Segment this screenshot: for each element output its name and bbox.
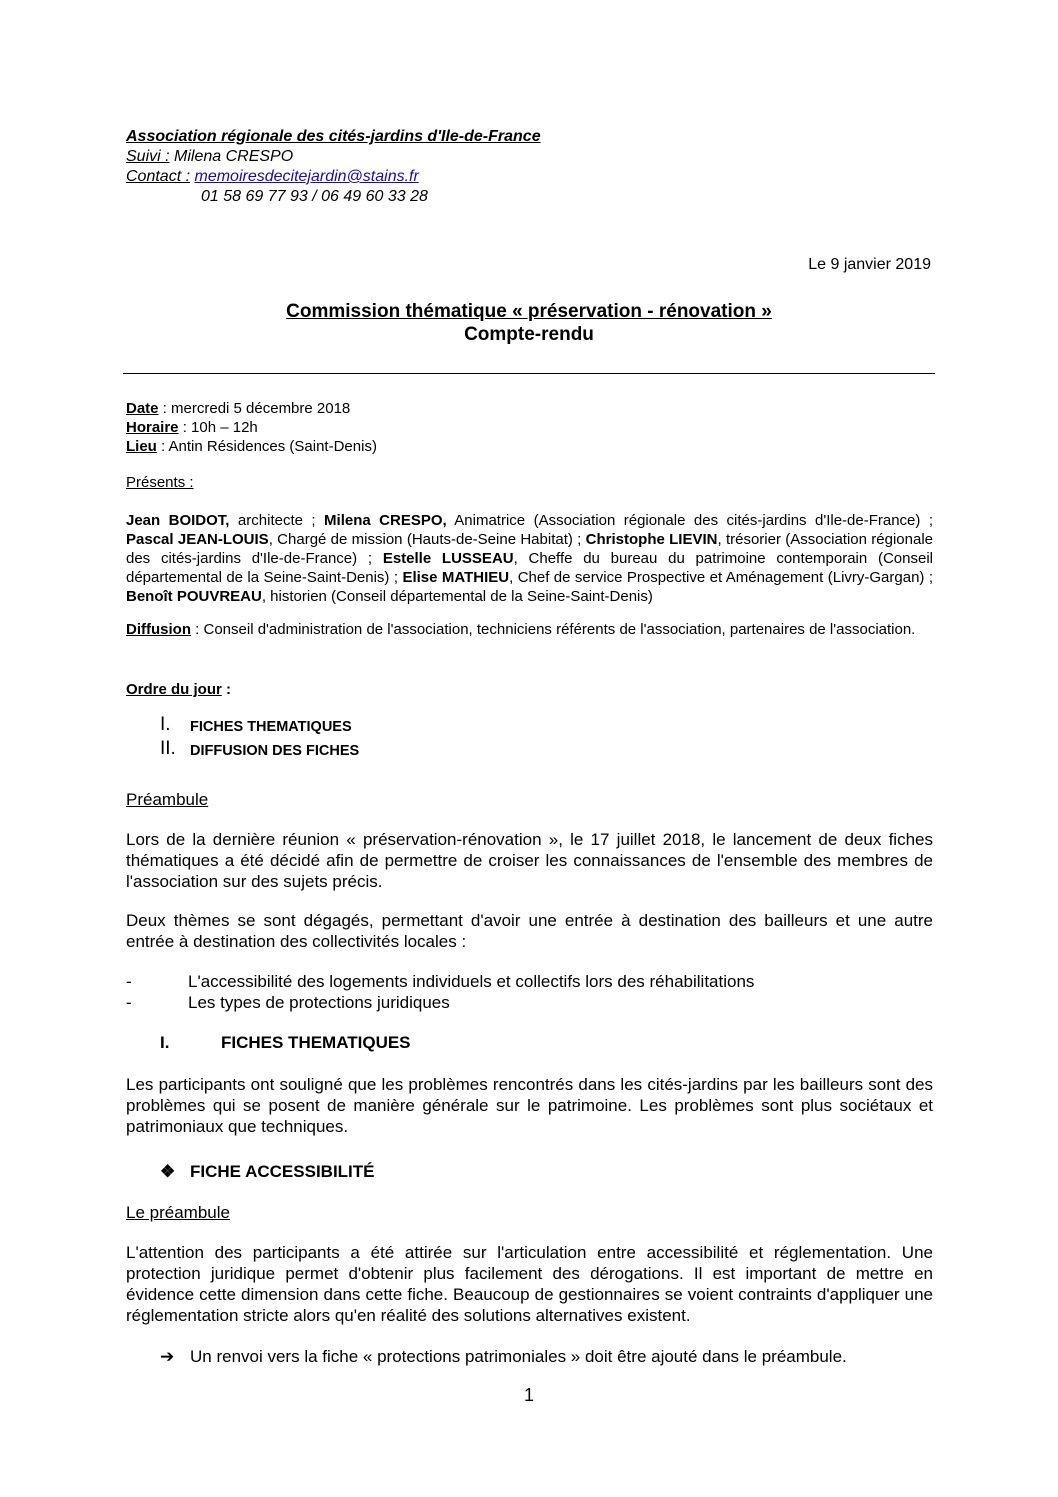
present-name: Milena CRESPO,: [324, 512, 447, 529]
present-name: Pascal JEAN-LOUIS: [126, 531, 269, 548]
present-desc: architecte ;: [229, 512, 325, 529]
preambule-heading: Préambule: [126, 790, 209, 809]
meta-lieu-value: : Antin Résidences (Saint-Denis): [156, 438, 377, 455]
meta-lieu: [126, 437, 377, 456]
presents-label: Présents :: [126, 474, 194, 491]
diamond-bullet-icon: ❖: [160, 1162, 176, 1181]
meta-horaire-label: Horaire: [126, 419, 179, 436]
present-desc: , Chargé de mission (Hauts-de-Seine Habitat) ;: [268, 531, 586, 548]
ordre-item-text: FICHES THEMATIQUES: [190, 719, 352, 735]
present-3: [126, 531, 586, 548]
presents-list: [126, 511, 933, 606]
diffusion-label: Diffusion: [126, 621, 191, 638]
document-subtitle: Compte-rendu: [464, 324, 594, 345]
themes-list: [126, 971, 933, 1013]
present-name: Benoît POUVREAU: [126, 588, 262, 605]
meeting-meta: [126, 399, 377, 456]
suivi-label: Suivi :: [126, 148, 170, 165]
arrow-note-text: Un renvoi vers la fiche « protections patrimoniales » doit être ajouté dans le préambule.: [190, 1347, 847, 1366]
meta-horaire: [126, 418, 377, 437]
present-name: Jean BOIDOT,: [126, 512, 230, 529]
present-name: Elise MATHIEU: [402, 569, 510, 586]
contact-email-link[interactable]: memoiresdecitejardin@stains.fr: [194, 168, 419, 185]
document-title: Commission thématique « préservation - rénovation »: [286, 301, 772, 322]
preambule-paragraph-2: Deux thèmes se sont dégagés, permettant d'avoir une entrée à destination des bailleurs et une autre entrée à destination des collectivités locales :: [126, 911, 933, 951]
ordre-label: Ordre du jour: [126, 681, 222, 698]
preambule-paragraph-1: Lors de la dernière réunion « préservation-rénovation », le 17 juillet 2018, le lancement de deux fiches thématiques a été décidé afin de permettre de croiser les connaissances de l'ensemble des membres de l'association sur des sujets précis.: [126, 830, 933, 891]
meta-date-label: Date: [126, 400, 159, 417]
document-date: Le 9 janvier 2019: [808, 256, 931, 273]
theme-text: Les types de protections juridiques: [188, 993, 450, 1012]
org-name: Association régionale des cités-jardins d'Ile-de-France: [126, 128, 541, 145]
meta-date-value: : mercredi 5 décembre 2018: [158, 400, 351, 417]
ordre-item-num: I.: [160, 714, 171, 735]
meta-lieu-label: Lieu: [126, 438, 157, 455]
contact-label: Contact :: [126, 168, 191, 185]
le-preambule-heading: Le préambule: [126, 1203, 230, 1222]
diffusion-text: : Conseil d'administration de l'association, techniciens référents de l'association, partenaires de l'association.: [191, 621, 916, 638]
present-7: [126, 588, 653, 605]
present-desc: , Chef de service Prospective et Aménagement (Livry-Gargan) ;: [509, 569, 934, 586]
theme-item: [126, 992, 933, 1013]
arrow-right-icon: ➔: [160, 1347, 175, 1366]
ordre-item-text: DIFFUSION DES FICHES: [190, 743, 360, 759]
present-name: Christophe LIEVIN: [585, 531, 718, 548]
present-desc: , historien (Conseil départemental de la Seine-Saint-Denis): [261, 588, 653, 605]
section-1-num: I.: [160, 1033, 170, 1052]
present-desc: , trésorier (Association régionale des cités-jardins d'Ile-de-France) ;: [126, 531, 933, 567]
present-name: Estelle LUSSEAU: [382, 550, 514, 567]
meta-date: [126, 399, 377, 418]
header-block: [126, 127, 541, 207]
present-desc: Animatrice (Association régionale des cités-jardins d'Ile-de-France) ;: [446, 512, 934, 529]
theme-item: [126, 971, 933, 992]
theme-text: L'accessibilité des logements individuels et collectifs lors des réhabilitations: [188, 972, 755, 991]
section-1-paragraph: Les participants ont souligné que les problèmes rencontrés dans les cités-jardins par les bailleurs sont des problèmes qui se posent de manière générale sur le patrimoine. Les problèmes sont plus sociétaux et patrimoniaux que techniques.: [126, 1075, 933, 1136]
le-preambule-paragraph: L'attention des participants a été attirée sur l'articulation entre accessibilité et réglementation. Une protection juridique permet d'obtenir plus facilement des dérogations. Il est important de mettre en évidence cette dimension dans cette fiche. Beaucoup de gestionnaires se voient contraints d'appliquer une réglementation stricte alors qu'en réalité des solutions alternatives existent.: [126, 1243, 933, 1325]
meta-horaire-value: : 10h – 12h: [178, 419, 258, 436]
horizontal-divider: [123, 373, 935, 374]
present-1: [126, 512, 324, 529]
fiche-title: FICHE ACCESSIBILITÉ: [190, 1162, 375, 1181]
present-6: [402, 569, 933, 586]
title-block: [123, 300, 935, 346]
diffusion-paragraph: [126, 620, 933, 639]
dash-bullet: -: [126, 993, 132, 1012]
suivi-line: [126, 147, 541, 167]
present-2: [324, 512, 933, 529]
contact-line: [126, 167, 541, 187]
ordre-suffix: :: [221, 681, 232, 698]
page-number: 1: [523, 1385, 534, 1405]
suivi-value: Milena CRESPO: [169, 148, 294, 165]
ordre-heading: [126, 680, 231, 699]
phone-numbers: 01 58 69 77 93 / 06 49 60 33 28: [201, 188, 428, 205]
dash-bullet: -: [126, 972, 132, 991]
present-desc: , Cheffe du bureau du patrimoine contemporain (Conseil départemental de la Seine-Saint-Denis) ;: [126, 550, 933, 586]
ordre-item-num: II.: [160, 738, 176, 759]
section-1-title: FICHES THEMATIQUES: [221, 1033, 411, 1052]
